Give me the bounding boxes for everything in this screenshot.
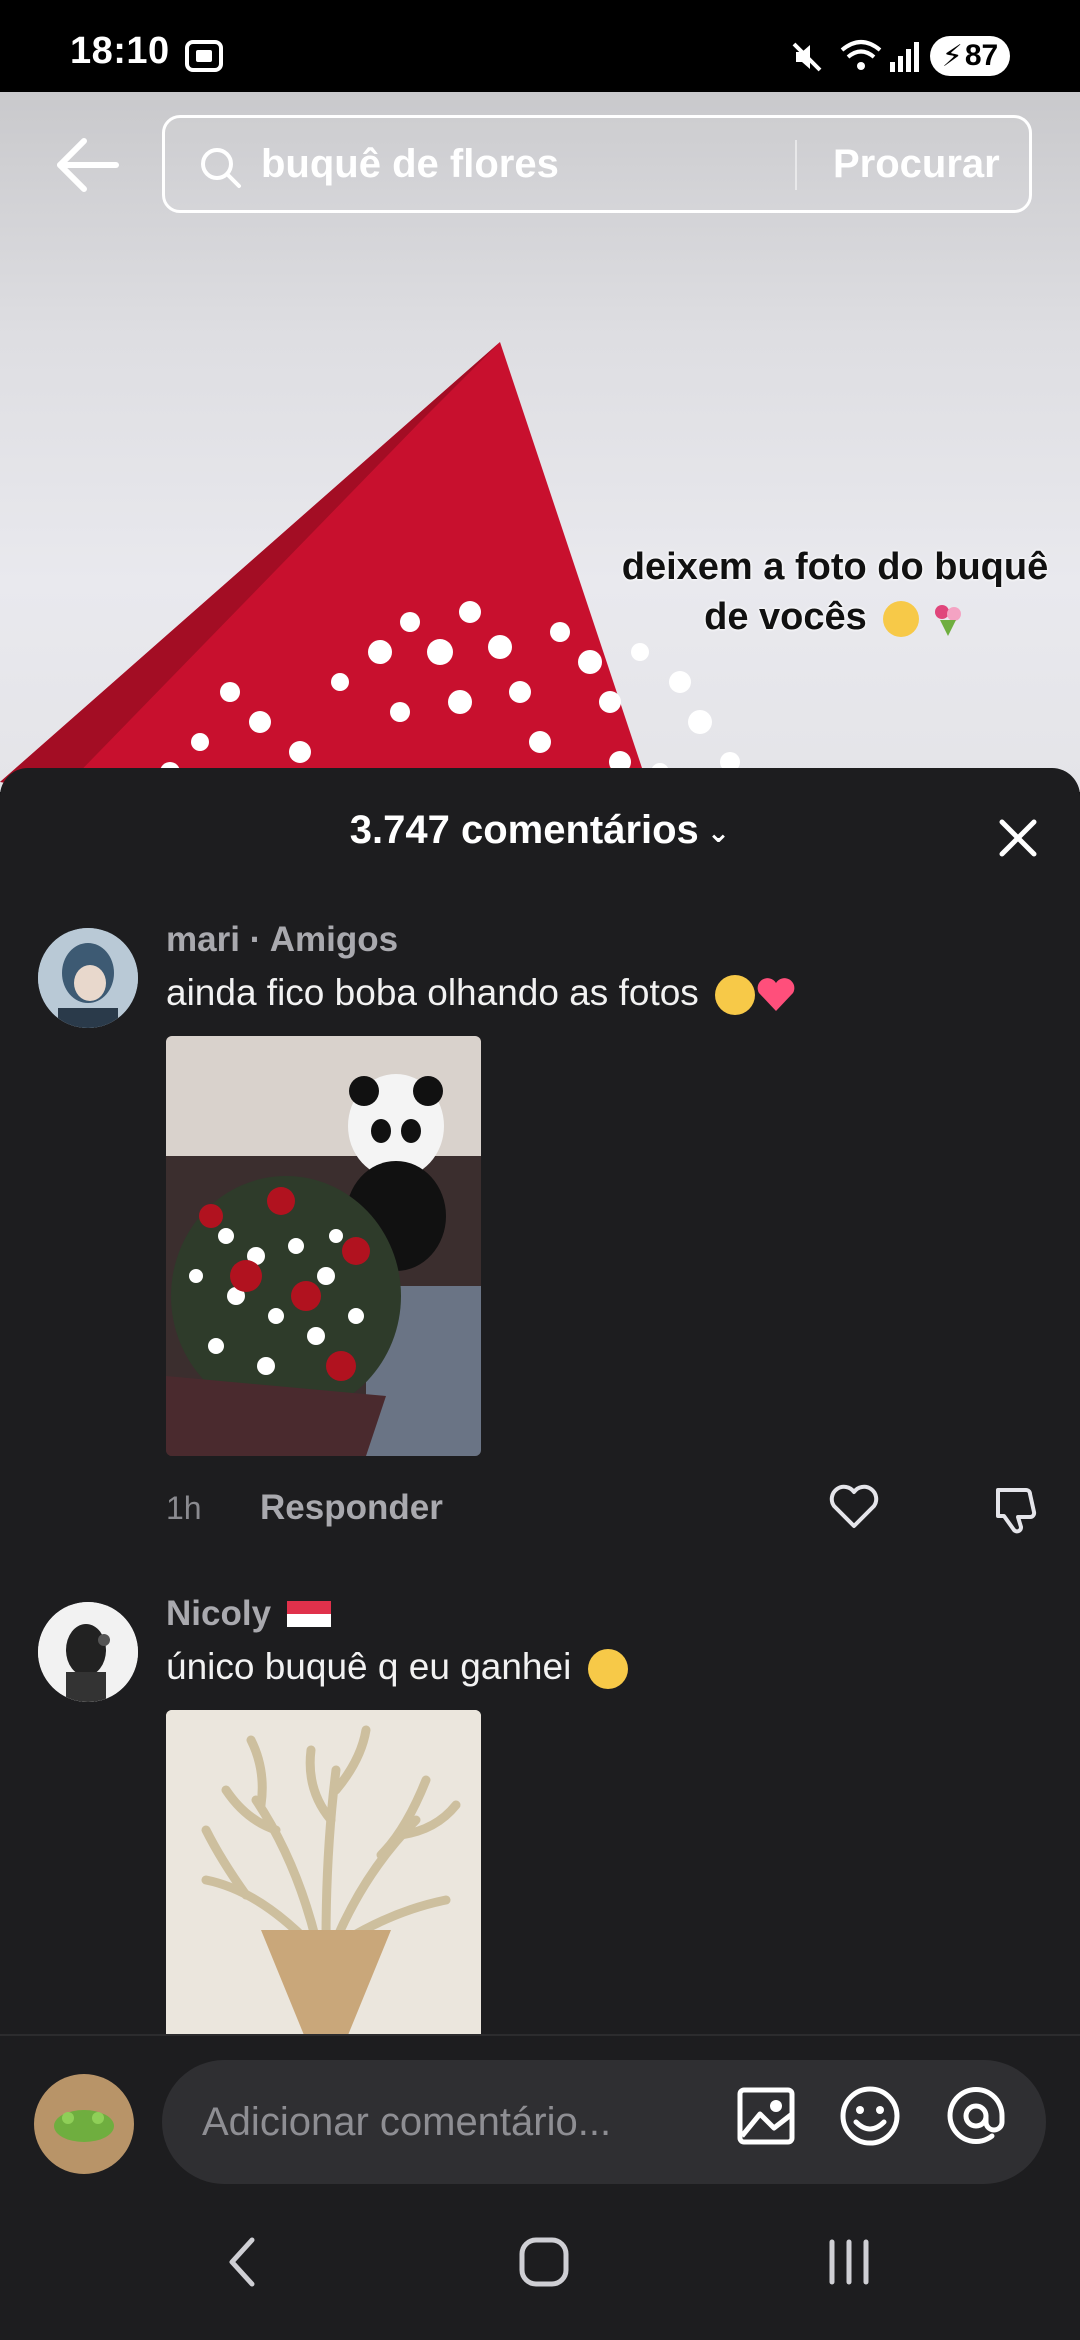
- thumbs-down-icon[interactable]: [990, 1480, 1046, 1536]
- smiling-hearts-emoji-icon: [883, 601, 919, 637]
- comment-composer: [0, 2034, 1080, 2186]
- bouquet-emoji-icon: [930, 601, 966, 637]
- video-caption: [600, 542, 1070, 642]
- comment-image[interactable]: [166, 1710, 481, 2040]
- nav-back-icon[interactable]: [222, 2234, 262, 2290]
- close-icon[interactable]: [992, 812, 1044, 864]
- search-divider: [795, 140, 797, 190]
- search-submit-button[interactable]: Procurar: [833, 142, 1000, 186]
- comment-author-tag: · Amigos: [239, 920, 399, 959]
- comment-author[interactable]: [166, 1594, 331, 1636]
- comment-text: [166, 1646, 628, 1689]
- battery-indicator: [930, 36, 1010, 76]
- caption-line-2: de vocês: [704, 596, 867, 638]
- battery-level: 87: [964, 39, 999, 72]
- comment-author-name[interactable]: Nicoly: [166, 1594, 272, 1633]
- nav-home-icon[interactable]: [518, 2234, 570, 2290]
- antler-bouquet-photo: [166, 1710, 481, 2040]
- chevron-down-icon: ⌄: [706, 816, 731, 848]
- search-bar[interactable]: [162, 115, 1032, 213]
- comments-count: 3.747 comentários: [349, 808, 699, 852]
- comment-author[interactable]: [166, 920, 398, 960]
- signal-icon: [888, 40, 922, 74]
- flag-icon: [287, 1596, 331, 1636]
- charging-icon: ⚡: [941, 39, 963, 73]
- heart-icon[interactable]: [826, 1480, 882, 1532]
- neutral-face-emoji-icon: [588, 1649, 628, 1689]
- status-time: 18:10: [70, 30, 170, 72]
- comment-timestamp: 1h: [166, 1490, 202, 1526]
- at-icon[interactable]: [944, 2084, 1008, 2148]
- wifi-icon: [838, 36, 884, 76]
- status-bar: [0, 0, 1080, 92]
- crying-face-emoji-icon: [715, 975, 755, 1015]
- my-avatar[interactable]: [34, 2074, 134, 2174]
- comment-text: [166, 972, 797, 1015]
- system-navigation-bar: [0, 2184, 1080, 2340]
- comment-text-content: único buquê q eu ganhei: [166, 1646, 572, 1687]
- search-icon: [197, 144, 243, 190]
- pink-heart-emoji-icon: [755, 975, 797, 1015]
- mute-icon: [790, 40, 824, 74]
- nav-recents-icon[interactable]: [824, 2234, 874, 2290]
- comment-text-content: ainda fico boba olhando as fotos: [166, 972, 699, 1013]
- comments-count-header[interactable]: [0, 808, 1080, 853]
- comment-input[interactable]: [162, 2060, 1046, 2184]
- search-query[interactable]: buquê de flores: [261, 142, 559, 186]
- reply-button[interactable]: Responder: [260, 1488, 443, 1527]
- caption-line-1: deixem a foto do buquê: [621, 546, 1049, 588]
- back-arrow-icon[interactable]: [48, 130, 128, 200]
- avatar[interactable]: [38, 1602, 138, 1702]
- image-icon[interactable]: [734, 2084, 798, 2148]
- screenshot-icon: [184, 38, 224, 74]
- bouquet-photo: [166, 1036, 481, 1456]
- comment-image[interactable]: [166, 1036, 481, 1456]
- avatar[interactable]: [38, 928, 138, 1028]
- emoji-icon[interactable]: [838, 2084, 902, 2148]
- comment-author-name[interactable]: mari: [166, 920, 240, 959]
